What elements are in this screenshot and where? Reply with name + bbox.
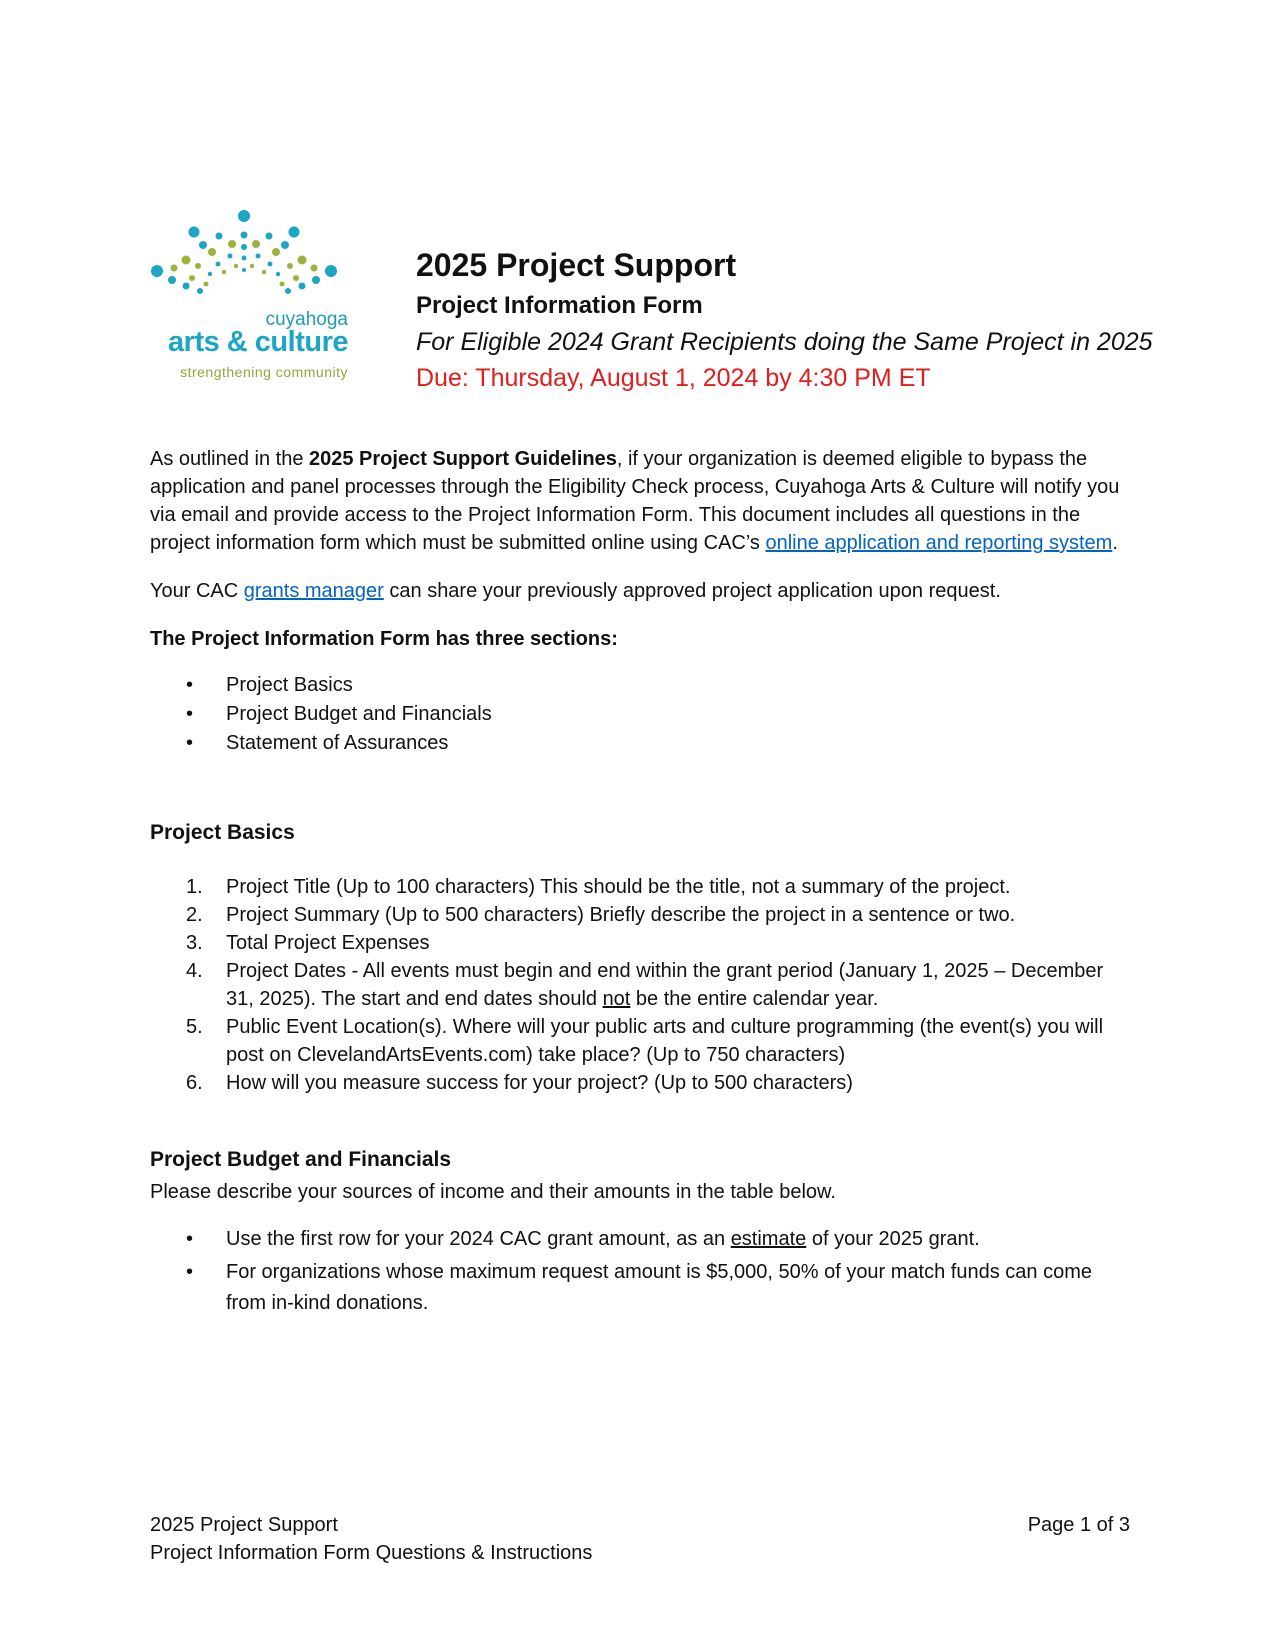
bullet-icon: • <box>186 1228 194 1250</box>
list-item <box>150 1224 1130 1255</box>
logo-tagline: strengthening community <box>180 364 348 380</box>
budget-list <box>150 1224 1130 1319</box>
item-text: be the entire calendar year. <box>630 988 879 1010</box>
guidelines-title: 2025 Project Support Guidelines <box>309 448 617 470</box>
sections-heading: The Project Information Form has three sections: <box>150 628 618 650</box>
budget-heading: Project Budget and Financials <box>150 1148 452 1171</box>
section-item-label: Project Basics <box>226 674 353 696</box>
list-item <box>150 957 1130 1013</box>
budget-intro: Please describe your sources of income and their amounts in the table below. <box>150 1181 836 1203</box>
item-number: 1. <box>186 876 203 898</box>
bullet-icon: • <box>186 1261 194 1283</box>
intro-text-2: , if your organization is deemed eligible to bypass the application and panel processes through the Eligibility Check process, Cuyahoga Arts & Culture will notify you via email and provide access to the Project Information Form. This document includes all questions in the project information form which must be submitted online using CAC’s <box>150 448 1120 554</box>
item-text: of your 2025 grant. <box>806 1228 980 1250</box>
project-basics-heading: Project Basics <box>150 821 295 844</box>
list-item <box>150 929 1130 957</box>
item-number: 2. <box>186 904 203 926</box>
grants-manager-paragraph <box>150 577 1130 605</box>
intro-text-1: As outlined in the <box>150 448 309 470</box>
item-text: How will you measure success for your project? (Up to 500 characters) <box>226 1072 853 1094</box>
sunburst-dots-icon <box>148 208 348 308</box>
manager-text-2: can share your previously approved project application upon request. <box>383 580 1001 602</box>
intro-text-3: . <box>1112 532 1118 554</box>
bullet-icon: • <box>186 674 194 696</box>
cac-logo <box>148 208 348 398</box>
intro-paragraph <box>150 445 1130 557</box>
item-text: Project Summary (Up to 500 characters) Briefly describe the project in a sentence or two. <box>226 904 1016 926</box>
page-number: Page 1 of 3 <box>1027 1514 1130 1536</box>
eligibility-tagline: For Eligible 2024 Grant Recipients doing the Same Project in 2025 <box>416 328 1153 356</box>
item-number: 4. <box>186 960 203 982</box>
emphasis-estimate: estimate <box>730 1228 807 1250</box>
section-item-label: Statement of Assurances <box>226 732 449 754</box>
item-text: For organizations whose maximum request amount is $5,000, 50% of your match funds can come from in-kind donations. <box>226 1261 1092 1314</box>
list-item <box>150 729 1130 758</box>
list-item <box>150 1069 1130 1097</box>
footer-doc-title: 2025 Project Support <box>150 1514 338 1536</box>
footer-doc-subtitle: Project Information Form Questions & Instructions <box>150 1542 593 1564</box>
item-text: Project Dates - All events must begin and end within the grant period (January 1, 2025 – December 31, 2025). The start and end dates should <box>226 960 1104 1010</box>
list-item <box>150 700 1130 729</box>
list-item <box>150 873 1130 901</box>
logo-text-arts-culture: arts & culture <box>168 326 348 358</box>
item-number: 6. <box>186 1072 203 1094</box>
list-item <box>150 671 1130 700</box>
item-text: Public Event Location(s). Where will your public arts and culture programming (the event(s) you will post on ClevelandArtsEvents.com) take place? (Up to 750 characters) <box>226 1016 1104 1066</box>
emphasis-not: not <box>602 988 631 1010</box>
page-title: 2025 Project Support <box>416 247 737 283</box>
project-basics-list <box>150 873 1130 1097</box>
sections-list <box>150 671 1130 758</box>
item-text: Use the first row for your 2024 CAC grant amount, as an <box>226 1228 731 1250</box>
logo-text-cuyahoga: cuyahoga <box>265 309 348 330</box>
list-item <box>150 901 1130 929</box>
bullet-icon: • <box>186 703 194 725</box>
page-subtitle: Project Information Form <box>416 292 703 319</box>
item-text: Project Title (Up to 100 characters) This should be the title, not a summary of the project. <box>226 876 1011 898</box>
list-item <box>150 1013 1130 1069</box>
item-number: 3. <box>186 932 203 954</box>
online-system-link[interactable]: online application and reporting system <box>765 532 1113 554</box>
footer-left <box>150 1511 592 1567</box>
bullet-icon: • <box>186 732 194 754</box>
item-number: 5. <box>186 1016 203 1038</box>
section-item-label: Project Budget and Financials <box>226 703 492 725</box>
due-date: Due: Thursday, August 1, 2024 by 4:30 PM ET <box>416 364 931 392</box>
list-item <box>150 1257 1130 1319</box>
manager-text-1: Your CAC <box>150 580 244 602</box>
item-text: Total Project Expenses <box>226 932 430 954</box>
document-body <box>150 445 1130 1321</box>
grants-manager-link[interactable]: grants manager <box>243 580 384 602</box>
